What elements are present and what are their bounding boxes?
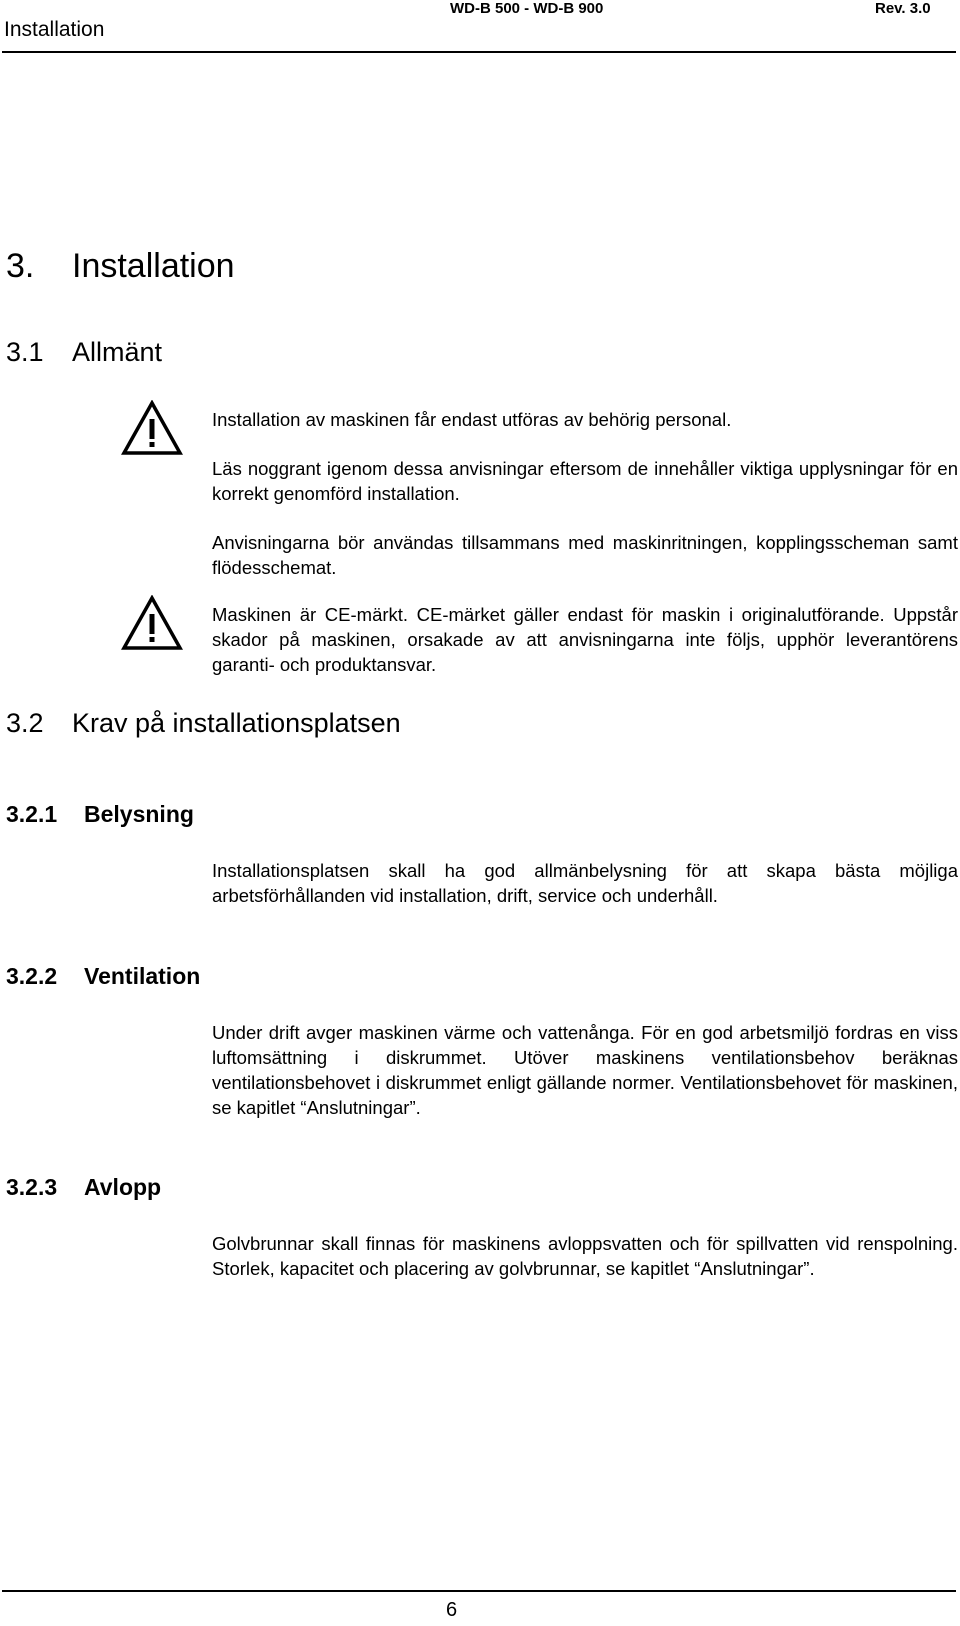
- section-title: Allmänt: [72, 337, 163, 367]
- warning-triangle-icon: [121, 595, 183, 651]
- chapter-heading: [6, 247, 235, 286]
- subsection-number: 3.2.2: [6, 963, 58, 989]
- header-divider: [2, 51, 956, 53]
- header-revision: Rev. 3.0: [875, 0, 931, 17]
- subsection-heading-avlopp: [6, 1174, 161, 1201]
- subsection-number: 3.2.3: [6, 1174, 58, 1200]
- paragraph-belysning: Installationsplatsen skall ha god allmänbelysning för att skapa bästa möjliga arbetsförhållanden vid installation, drift, service och underhåll.: [212, 860, 958, 906]
- paragraph-drawings: Anvisningarna bör användas tillsammans med maskinritningen, kopplingsscheman samt flödesschemat.: [212, 532, 958, 578]
- subsection-number: 3.2.1: [6, 801, 58, 827]
- subsection-heading-belysning: [6, 801, 194, 828]
- chapter-number: 3.: [6, 247, 35, 285]
- subsection-title: Belysning: [84, 801, 194, 827]
- header-model: WD-B 500 - WD-B 900: [450, 0, 604, 17]
- chapter-title: Installation: [72, 247, 235, 285]
- section-heading-3-1: [6, 337, 162, 368]
- subsection-title: Ventilation: [84, 963, 201, 989]
- paragraph-ce-marking: Maskinen är CE-märkt. CE-märket gäller endast för maskin i originalutförande. Uppstår skador på maskinen, orsakade av att anvisningarna inte följs, upphör leverantörens garanti- och produktansvar.: [212, 604, 958, 675]
- paragraph-avlopp: Golvbrunnar skall finnas för maskinens avloppsvatten och för spillvatten vid renspolning. Storlek, kapacitet och placering av golvbrunnar, se kapitlet “Anslutningar”.: [212, 1233, 958, 1279]
- warning-triangle-icon: [121, 400, 183, 456]
- paragraph-authorized-personnel: Installation av maskinen får endast utföras av behörig personal.: [212, 409, 732, 430]
- paragraph-read-instructions: Läs noggrant igenom dessa anvisningar eftersom de innehåller viktiga upplysningar för en korrekt genomförd installation.: [212, 458, 958, 504]
- subsection-title: Avlopp: [84, 1174, 162, 1200]
- section-number: 3.2: [6, 708, 44, 738]
- subsection-heading-ventilation: [6, 963, 200, 990]
- section-number: 3.1: [6, 337, 44, 367]
- footer-divider: [2, 1590, 956, 1592]
- paragraph-ventilation: Under drift avger maskinen värme och vattenånga. För en god arbetsmiljö fordras en viss luftomsättning i diskrummet. Utöver maskinens ventilationsbehov beräknas ventilationsbehovet i diskrummet enligt gällande normer. Ventilationsbehovet för maskinen, se kapitlet “Anslutningar”.: [212, 1022, 958, 1118]
- section-heading-3-2: [6, 708, 401, 739]
- page-number: 6: [446, 1599, 458, 1621]
- header-section-title: Installation: [4, 18, 105, 41]
- section-title: Krav på installationsplatsen: [72, 708, 401, 738]
